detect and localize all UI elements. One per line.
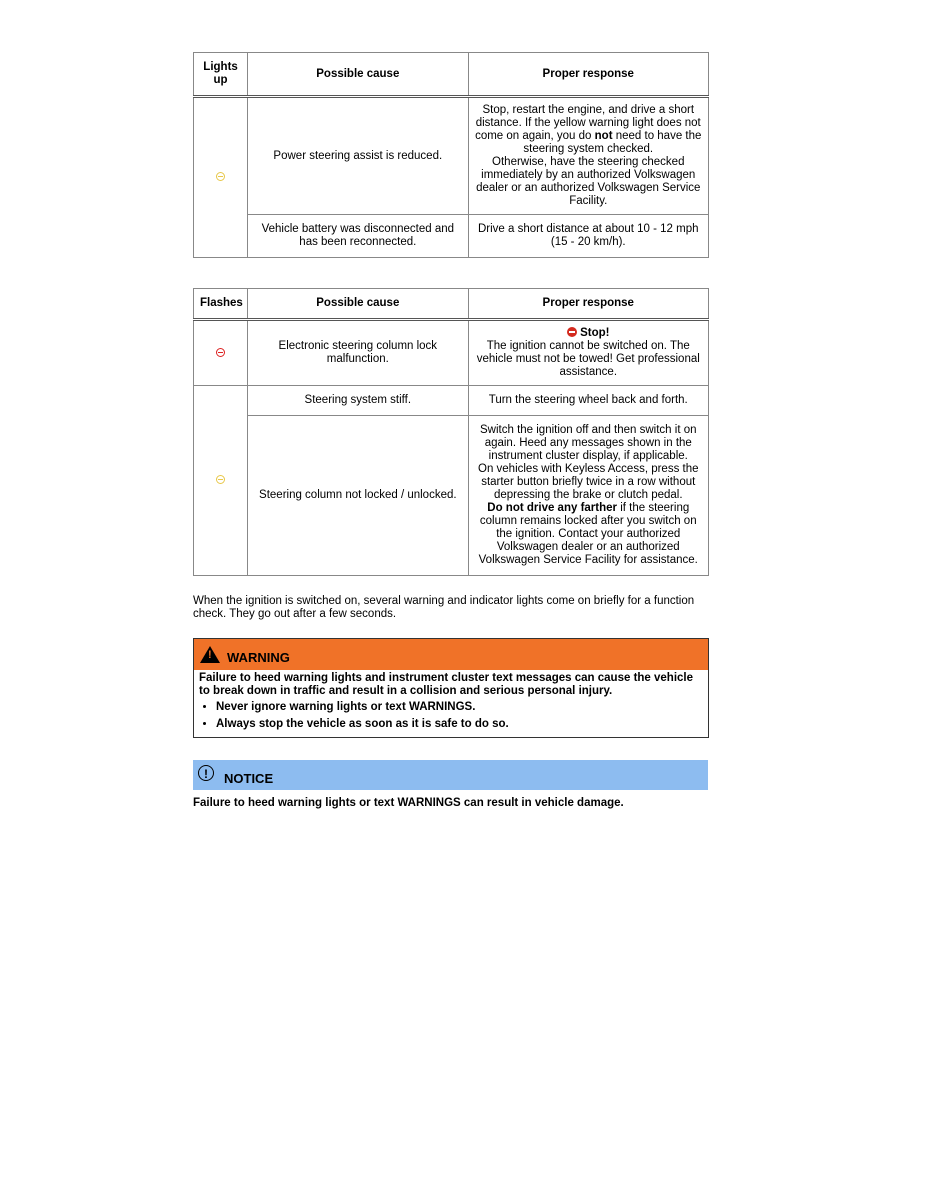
table-row	[194, 320, 709, 386]
header-lights-up: Lights up	[194, 53, 248, 97]
notice-exclamation-icon: !	[198, 765, 214, 781]
notice-title: NOTICE	[224, 771, 274, 786]
header-flashes: Flashes	[194, 289, 248, 320]
table-row	[194, 97, 709, 215]
cause-cell: Vehicle battery was disconnected and has been reconnected.	[248, 215, 468, 258]
header-proper-response: Proper response	[468, 53, 708, 97]
red-steering-warning-icon	[216, 348, 225, 357]
warning-box	[193, 638, 709, 738]
table-row	[194, 416, 709, 576]
table-row	[194, 386, 709, 416]
response-cell: Stop, restart the engine, and drive a short distance. If the yellow warning light does not come on again, you do not need to have the steering system checked. Otherwise, have the steering checked immediately by an authorized Volkswagen dealer or an authorized Volkswagen Service Facility.	[468, 97, 708, 215]
response-cell: Switch the ignition off and then switch it on again. Heed any messages shown in the instrument cluster display, if applicable. On vehicles with Keyless Access, press the starter button briefly twice in a row without depressing the brake or clutch pedal. Do not drive any farther if the steering column remains locked after you switch on the ignition. Contact your authorized Volkswagen dealer or an authorized Volkswagen Service Facility for assistance.	[468, 416, 708, 576]
notice-text: Failure to heed warning lights or text WARNINGS can result in vehicle damage.	[193, 797, 624, 809]
header-possible-cause: Possible cause	[248, 53, 468, 97]
header-proper-response: Proper response	[468, 289, 708, 320]
cause-cell: Steering system stiff.	[248, 386, 468, 416]
intro-paragraph: When the ignition is switched on, several warning and indicator lights come on briefly for a function check. They go out after a few seconds.	[193, 595, 695, 620]
warning-triangle-icon	[200, 646, 220, 663]
cause-cell: Power steering assist is reduced.	[248, 97, 468, 215]
stop-label: Stop!	[580, 327, 610, 339]
cause-cell: Electronic steering column lock malfunction.	[248, 320, 468, 386]
warning-list	[199, 701, 703, 731]
list-item: • Always stop the vehicle as soon as it is safe to do so.	[216, 718, 703, 731]
list-item: • Never ignore warning lights or text WARNINGS.	[216, 701, 703, 714]
warning-text: Failure to heed warning lights and instrument cluster text messages can cause the vehicle to break down in traffic and result in a collision and serious personal injury.	[199, 672, 694, 697]
warning-body	[194, 670, 708, 737]
response-cell: Turn the steering wheel back and forth.	[468, 386, 708, 416]
header-possible-cause: Possible cause	[248, 289, 468, 320]
indicator-cell	[194, 386, 248, 576]
flashes-table	[193, 288, 709, 576]
cause-cell: Steering column not locked / unlocked.	[248, 416, 468, 576]
lights-up-table	[193, 52, 709, 258]
table-row	[194, 215, 709, 258]
indicator-cell	[194, 320, 248, 386]
indicator-cell	[194, 97, 248, 258]
notice-header	[193, 760, 708, 790]
warning-header	[194, 639, 708, 670]
response-cell: Drive a short distance at about 10 - 12 mph (15 - 20 km/h).	[468, 215, 708, 258]
warning-title: WARNING	[227, 650, 290, 665]
yellow-steering-warning-icon	[216, 475, 225, 484]
stop-icon	[567, 327, 577, 337]
response-cell: Stop! The ignition cannot be switched on. The vehicle must not be towed! Get professional assistance.	[468, 320, 708, 386]
yellow-steering-warning-icon	[216, 172, 225, 181]
